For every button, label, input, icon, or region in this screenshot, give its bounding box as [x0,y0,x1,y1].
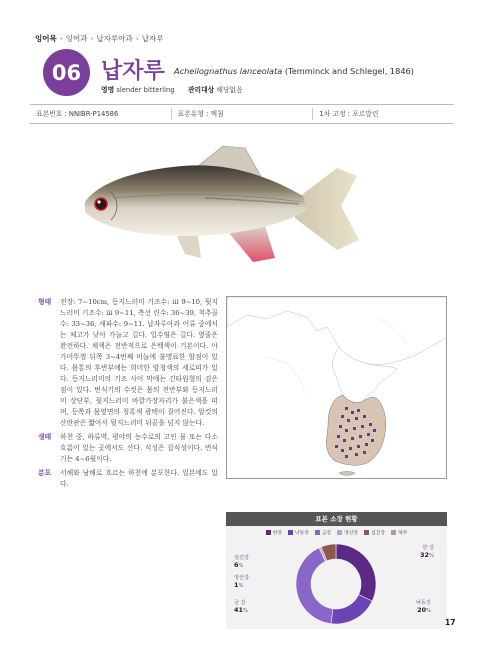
description-label: 분포 [38,469,52,477]
chevron-right-icon: › [90,34,94,43]
breadcrumb [35,33,163,44]
description-label: 생태 [38,433,52,441]
legend-swatch [364,530,369,535]
slice-label-name: 섬진강 [234,555,250,561]
slice-label-name: 금 강 [234,600,246,606]
english-name-label: 영명 [101,86,115,94]
slice-label-name: 한 강 [422,545,434,551]
slice-label-value: 41 [234,606,244,614]
scientific-name-line [174,66,414,76]
legend-item [364,529,385,536]
slice-label-geum: 금 강 41% [234,600,248,614]
legend-label: 낙동강 [295,531,309,536]
slice-label-value: 6 [234,561,239,569]
slice-label-seomjin: 섬진강 6% [234,555,250,569]
legend-label: 제주 [398,531,408,536]
description-ecology [38,432,218,465]
slice-label-yeongsan: 영산강 1% [234,575,250,589]
chart-title: 표본 소장 현황 [226,512,447,526]
breadcrumb-order: 잉어목 [35,34,57,43]
fish-eye [95,198,107,210]
legend-swatch [315,530,320,535]
legend-label: 영산강 [344,531,359,536]
english-name: slender bitterling [116,86,175,94]
donut-slice-한강 [336,544,376,601]
slice-label-name: 영산강 [234,575,250,581]
slice-label-value: 32 [420,551,430,559]
breadcrumb-subfamily: 납자루아과 [96,34,133,43]
collection-chart-panel [226,512,447,629]
description-distribution [38,468,218,490]
description-text: 하천 중, 하류역, 평야의 농수로의 고인 물 또는 다소 흐름이 있는 곳에서도 산다. 식성은 잡식성이다. 번식기는 4~6월이다. [60,433,218,463]
legend-swatch [288,530,293,535]
breadcrumb-family: 잉어과 [65,34,88,43]
specimen-id: 표본번호 : NNIBR-P14586 [30,108,172,120]
legend-label: 섬진강 [371,531,385,536]
chart-legend [226,529,447,536]
slice-label-name: 낙동강 [416,600,432,606]
legend-swatch [337,530,342,535]
specimen-info-bar [30,104,454,124]
meta-line [101,84,243,94]
distribution-map [226,296,447,479]
chevron-right-icon: › [135,34,139,43]
management-status-value: 해당없음 [216,86,243,94]
slice-label-value: 1 [234,581,239,589]
legend-item [337,529,358,536]
breadcrumb-species: 납자루 [141,34,164,43]
specimen-fixation: 1차 고정 : 포르말린 [319,110,379,118]
page-number: 17 [445,618,456,627]
legend-label: 한강 [272,531,282,536]
description-morphology [38,297,218,429]
legend-item [266,529,282,536]
species-korean-name: 납자루 [101,59,165,84]
korea-map [227,297,447,479]
legend-label: 금강 [321,531,332,536]
description-label: 형태 [38,298,52,306]
specimen-type: 표본유형 : 액침 [172,108,314,120]
management-status-label: 관리대상 [187,86,215,94]
species-number-badge: 06 [43,49,90,96]
description-section [38,297,218,493]
legend-item [315,529,331,536]
fish-illustration [75,140,365,275]
scientific-name: Acheilognathus lanceolata [174,66,283,76]
fish-body [85,165,307,236]
jeju-island [339,472,355,476]
legend-item [288,529,309,536]
authority: (Temminck and Schlegel, 1846) [284,66,414,76]
legend-swatch [266,530,271,535]
slice-label-value: 20 [417,606,427,614]
slice-label-han: 한 강 32% [420,545,434,559]
legend-item [391,529,407,536]
slice-label-nakdong: 낙동강 20% [416,600,432,614]
donut-slice-낙동강 [331,595,372,624]
description-text: 서해와 남해로 흐르는 하천에 분포한다. 일본에도 있다. [60,469,218,488]
donut-chart [226,540,447,629]
chevron-right-icon: › [59,34,63,43]
description-text: 전장: 7~10cm, 등지느러미 기조수: iii 9~10, 뒷지느러미 기조수: iii 9~11, 측선 린수: 36~39, 척추골수: 33~36, 새파수: 9~11. 납자루아과 어류 중에서는 체고가 낮아 가늘고 길다. 입수염은 길다. 옆줄은 완전하다. 체색은 전반적으로 은백색이 기본이다. 아가미뚜껑 뒤쪽 3~4번째 비늘에 불명료한 암점이 있다. 몸통의 후반부에는 희미한 암청색의 세로띠가 있다. 등지느러미의 기조 사이 막에는 긴타원형의 검은 점이 있다. 번식기의 수컷은 몸의 전반부와 등지느러미 상단부, 뒷지느러미 바깥가장자리가 붉은색을 띠며, 등쪽과 몸옆면의 청록색 광택이 짙어진다. 암컷의 산란관은 짧아서 뒷지느러미 뒤끝을 넘지 않는다. [60,298,218,427]
legend-swatch [391,530,396,535]
